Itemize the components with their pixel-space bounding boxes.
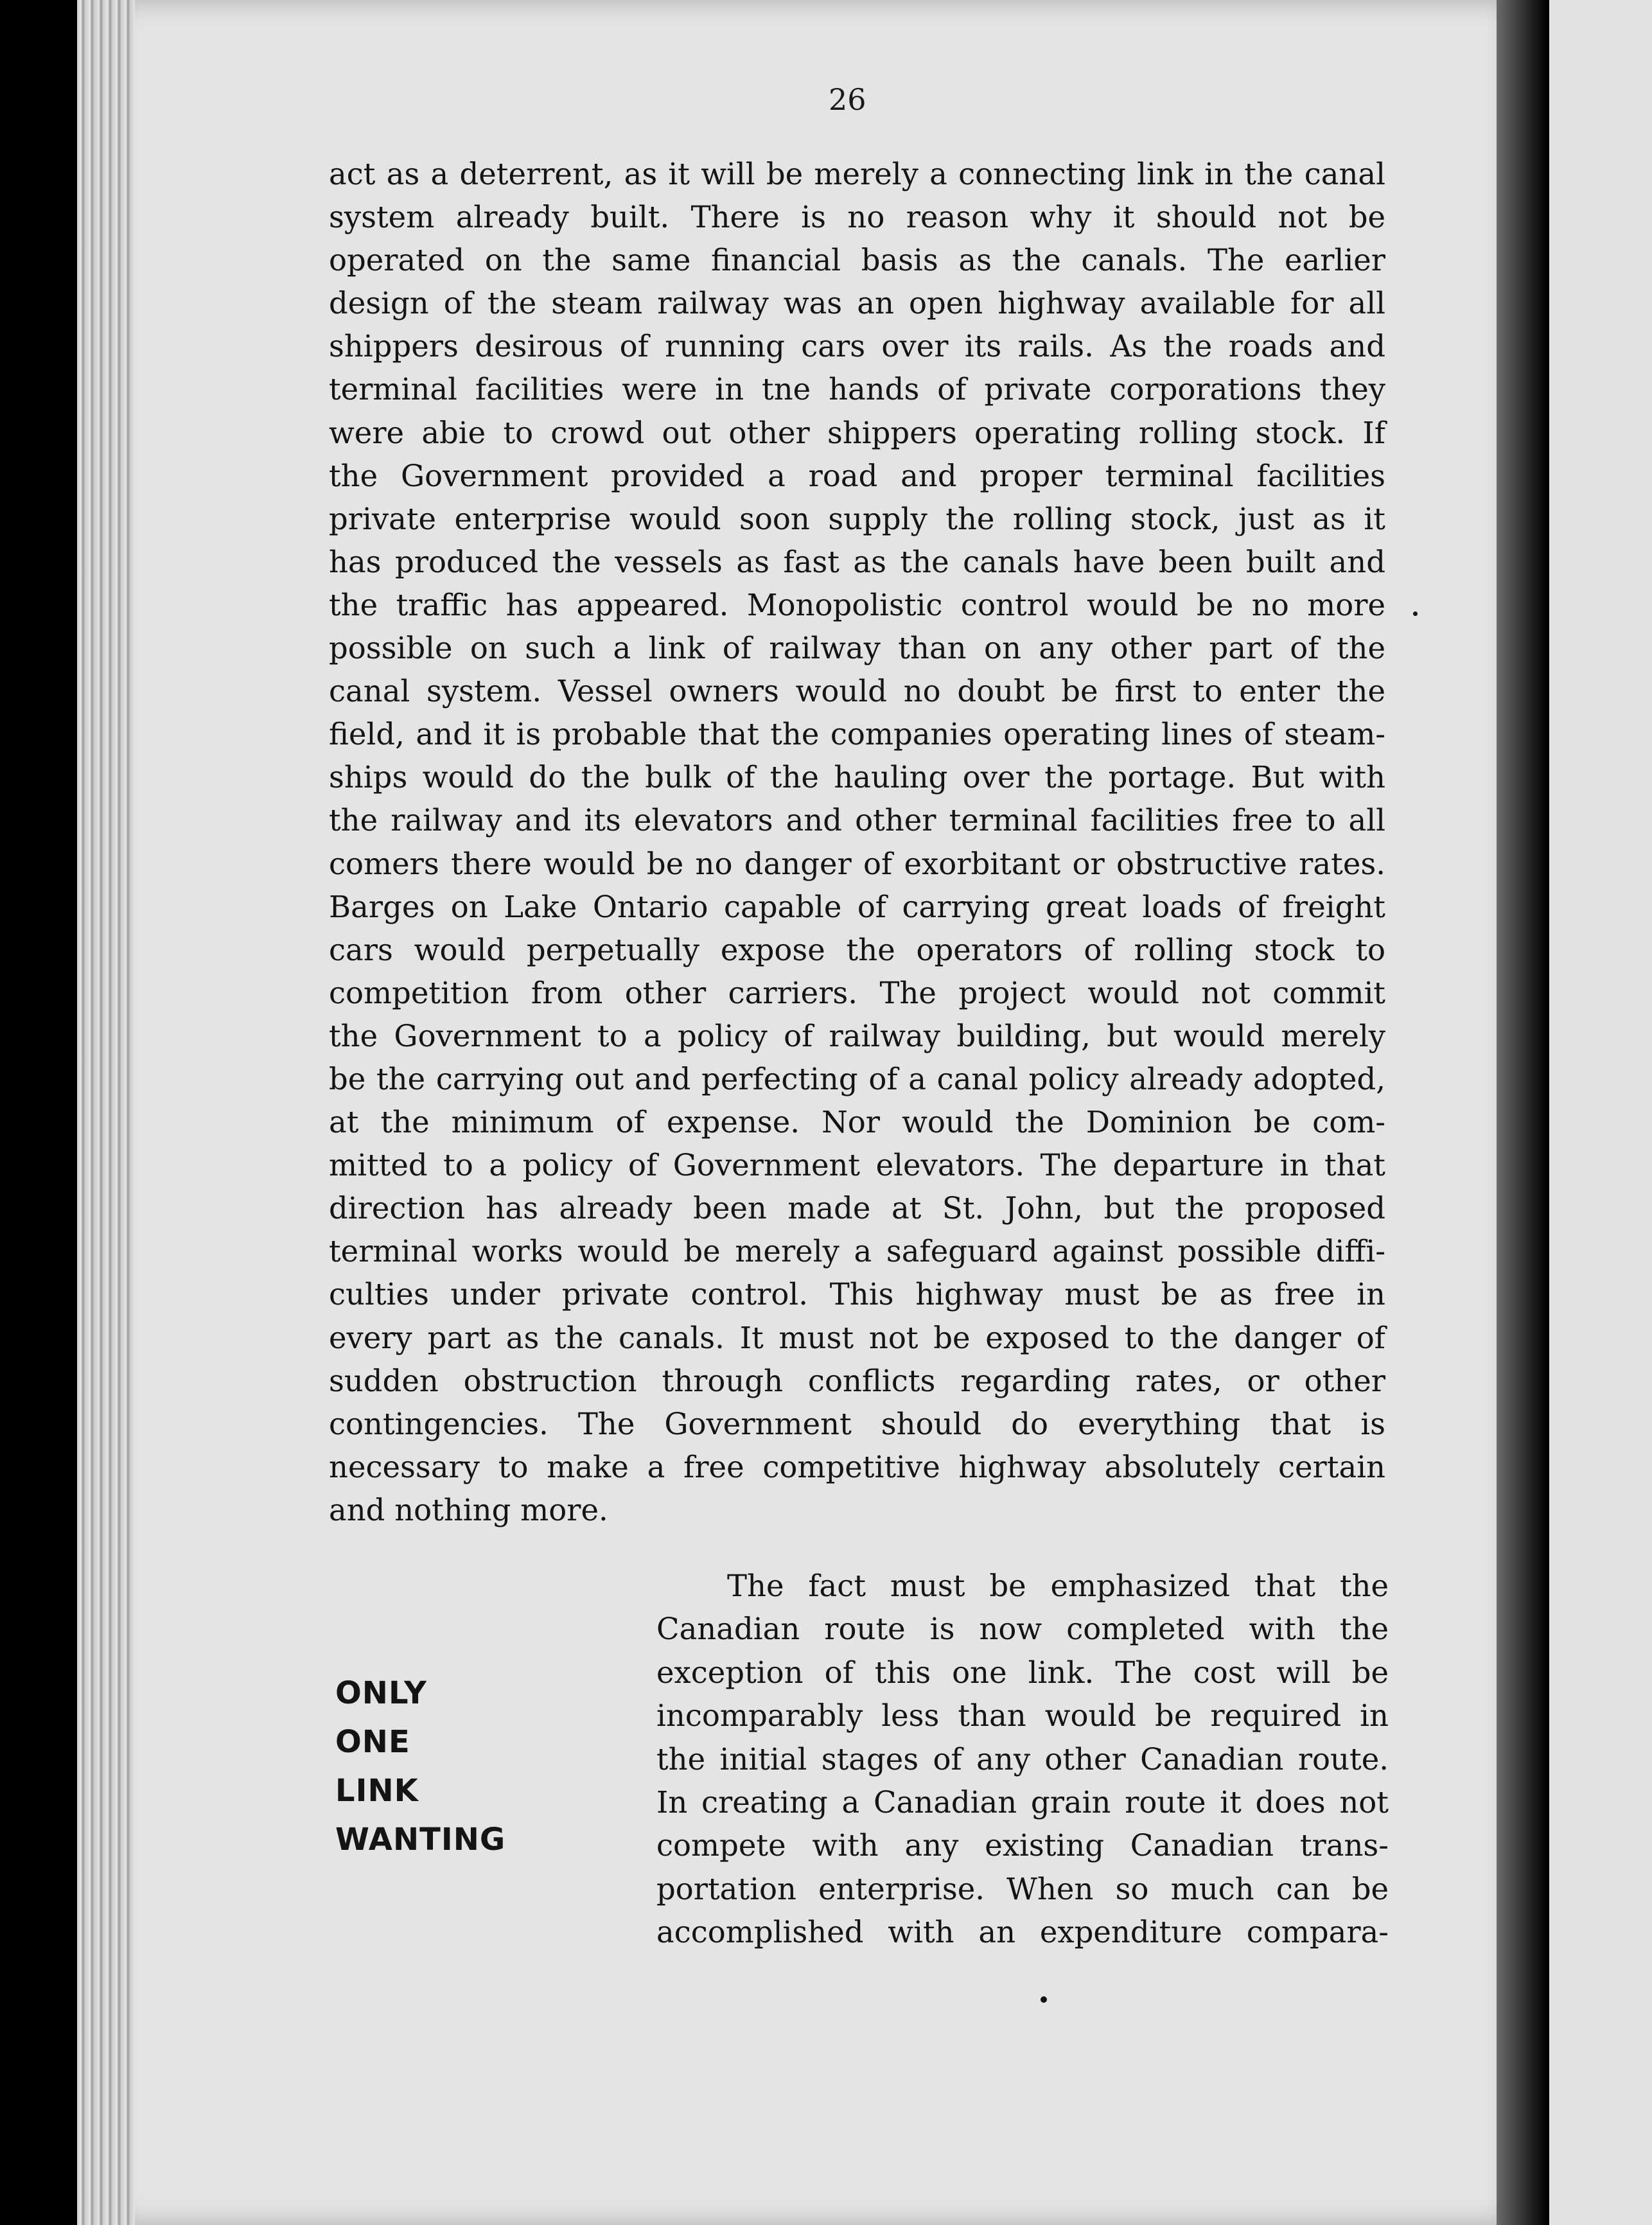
text-line: compete with any existing Canadian trans- <box>656 1828 1389 1863</box>
text-line: In creating a Canadian grain route it does not <box>656 1784 1389 1820</box>
facing-page-edge <box>1549 0 1652 2225</box>
text-line: canal system. Vessel owners would no doubt be first to enter the <box>329 674 1385 709</box>
text-line: every part as the canals. It must not be exposed to the danger of <box>329 1320 1385 1355</box>
text-line: possible on such a link of railway than on any other part of the <box>329 631 1385 666</box>
side-paragraph <box>656 1565 1389 1955</box>
side-heading-word: ONE <box>335 1724 410 1760</box>
text-line: cars would perpetually expose the operators of rolling stock to <box>329 932 1385 967</box>
text-line: field, and it is probable that the companies operating lines of steam- <box>329 717 1385 752</box>
text-line: comers there would be no danger of exorbitant or obstructive rates. <box>329 846 1385 881</box>
text-line: portation enterprise. When so much can be <box>656 1871 1389 1906</box>
text-line: direction has already been made at St. John, but the proposed <box>329 1191 1385 1226</box>
text-line: competition from other carriers. The project would not commit <box>329 975 1385 1010</box>
text-line: shippers desirous of running cars over its rails. As the roads and <box>329 329 1385 364</box>
text-line: the initial stages of any other Canadian route. <box>656 1741 1389 1777</box>
text-line: culties under private control. This highway must be as free in <box>329 1277 1385 1312</box>
text-line: operated on the same financial basis as the canals. The earlier <box>329 243 1385 278</box>
text-line: system already built. There is no reason why it should not be <box>329 200 1385 235</box>
text-line: necessary to make a free competitive highway absolutely certain <box>329 1449 1385 1484</box>
text-line: and nothing more. <box>329 1492 608 1527</box>
text-line: terminal facilities were in tne hands of private corporations they <box>329 372 1385 407</box>
text-line: the Government to a policy of railway building, but would merely <box>329 1018 1385 1053</box>
main-paragraph <box>329 153 1385 1532</box>
text-line: contingencies. The Government should do everything that is <box>329 1406 1385 1441</box>
side-heading-word: ONLY <box>335 1675 427 1711</box>
text-line: at the minimum of expense. Nor would the Dominion be com- <box>329 1105 1385 1140</box>
side-heading-word: LINK <box>335 1773 419 1809</box>
text-line: private enterprise would soon supply the rolling stock, just as it <box>329 501 1385 536</box>
ink-speck <box>1041 1996 1047 2003</box>
text-line: mitted to a policy of Government elevators. The departure in that <box>329 1148 1385 1183</box>
text-line: Barges on Lake Ontario capable of carrying great loads of freight <box>329 889 1385 924</box>
text-line: the traffic has appeared. Monopolistic control would be no more <box>329 587 1385 622</box>
ink-speck <box>1413 611 1418 616</box>
text-line: has produced the vessels as fast as the canals have been built and <box>329 544 1385 579</box>
text-line: act as a deterrent, as it will be merely a connecting link in the canal <box>329 157 1385 191</box>
text-line: design of the steam railway was an open highway available for all <box>329 286 1385 321</box>
book-gutter <box>1497 0 1548 2225</box>
text-line: incomparably less than would be required in <box>656 1698 1389 1734</box>
text-line: were abie to crowd out other shippers operating rolling stock. If <box>329 415 1385 450</box>
text-line: ships would do the bulk of the hauling over the portage. But with <box>329 760 1385 795</box>
side-heading <box>335 1669 505 1864</box>
text-line: exception of this one link. The cost will be <box>656 1655 1389 1690</box>
side-heading-word: WANTING <box>335 1822 506 1858</box>
text-line: the railway and its elevators and other terminal facilities free to all <box>329 803 1385 838</box>
text-line: sudden obstruction through conflicts regarding rates, or other <box>329 1363 1385 1398</box>
text-line: be the carrying out and perfecting of a canal policy already adopted, <box>329 1061 1385 1096</box>
text-line: the Government provided a road and proper terminal facilities <box>329 458 1385 493</box>
text-line: The fact must be emphasized that the <box>727 1569 1389 1603</box>
text-line: accomplished with an expenditure compara- <box>656 1915 1389 1950</box>
text-line: terminal works would be merely a safeguard against possible diffi- <box>329 1234 1385 1269</box>
text-line: Canadian route is now completed with the <box>656 1612 1389 1647</box>
page-number: 26 <box>829 82 866 117</box>
